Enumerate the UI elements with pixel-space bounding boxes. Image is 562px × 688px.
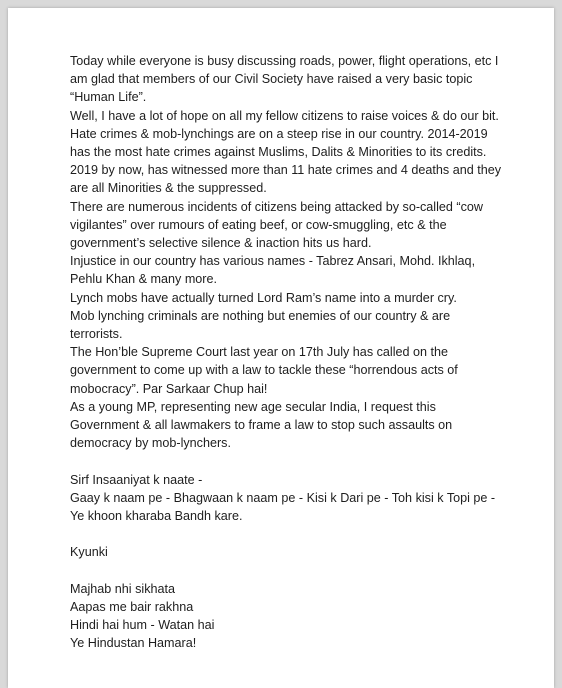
verse-line: Sirf Insaaniyat k naate - xyxy=(70,472,203,487)
closing-line: Hindi hai hum - Watan hai xyxy=(70,618,215,633)
paragraph: As a young MP, representing new age secular India, I request this Government & all lawmakers to frame a law to stop such assaults on democracy by mob-lynchers. xyxy=(70,399,453,451)
paragraph: Today while everyone is busy discussing roads, power, flight operations, etc I am glad that members of our Civil Society have raised a very basic topic “Human Life”. xyxy=(70,54,499,105)
letter-body xyxy=(70,52,502,653)
blank-line xyxy=(70,525,502,543)
paragraph: The Hon’ble Supreme Court last year on 17th July has called on the government to come up with a law to tackle these “horrendous acts of mobocracy”. Par Sarkaar Chup hai! xyxy=(70,345,458,396)
closing-line: Ye Hindustan Hamara! xyxy=(70,636,197,651)
verse-line: Ye khoon kharaba Bandh kare. xyxy=(70,509,243,524)
kyunki-line: Kyunki xyxy=(70,545,108,560)
paragraph: Hate crimes & mob-lynchings are on a steep rise in our country. 2014-2019 has the most hate crimes against Muslims, Dalits & Minorities to its credits. xyxy=(70,126,488,160)
blank-line xyxy=(70,452,502,470)
document-page xyxy=(8,8,554,688)
paragraph: 2019 by now, has witnessed more than 11 hate crimes and 4 deaths and they are all Minorities & the suppressed. xyxy=(70,163,502,196)
closing-line: Majhab nhi sikhata xyxy=(70,581,176,596)
paragraph: There are numerous incidents of citizens being attacked by so-called “cow vigilantes” over rumours of eating beef, or cow-smuggling, etc & the government’s selective silence & inaction hits us hard. xyxy=(70,199,484,251)
paragraph: Injustice in our country has various names - Tabrez Ansari, Mohd. Ikhlaq, Pehlu Khan & many more. xyxy=(70,254,476,287)
closing-line: Aapas me bair rakhna xyxy=(70,600,194,615)
paragraph: Mob lynching criminals are nothing but enemies of our country & are terrorists. xyxy=(70,308,451,342)
blank-line xyxy=(70,562,502,580)
verse-line: Gaay k naam pe - Bhagwaan k naam pe - Kisi k Dari pe - Toh kisi k Topi pe - xyxy=(70,490,496,505)
paragraph: Lynch mobs have actually turned Lord Ram’s name into a murder cry. xyxy=(70,290,457,305)
paragraph: Well, I have a lot of hope on all my fellow citizens to raise voices & do our bit. xyxy=(70,108,499,123)
